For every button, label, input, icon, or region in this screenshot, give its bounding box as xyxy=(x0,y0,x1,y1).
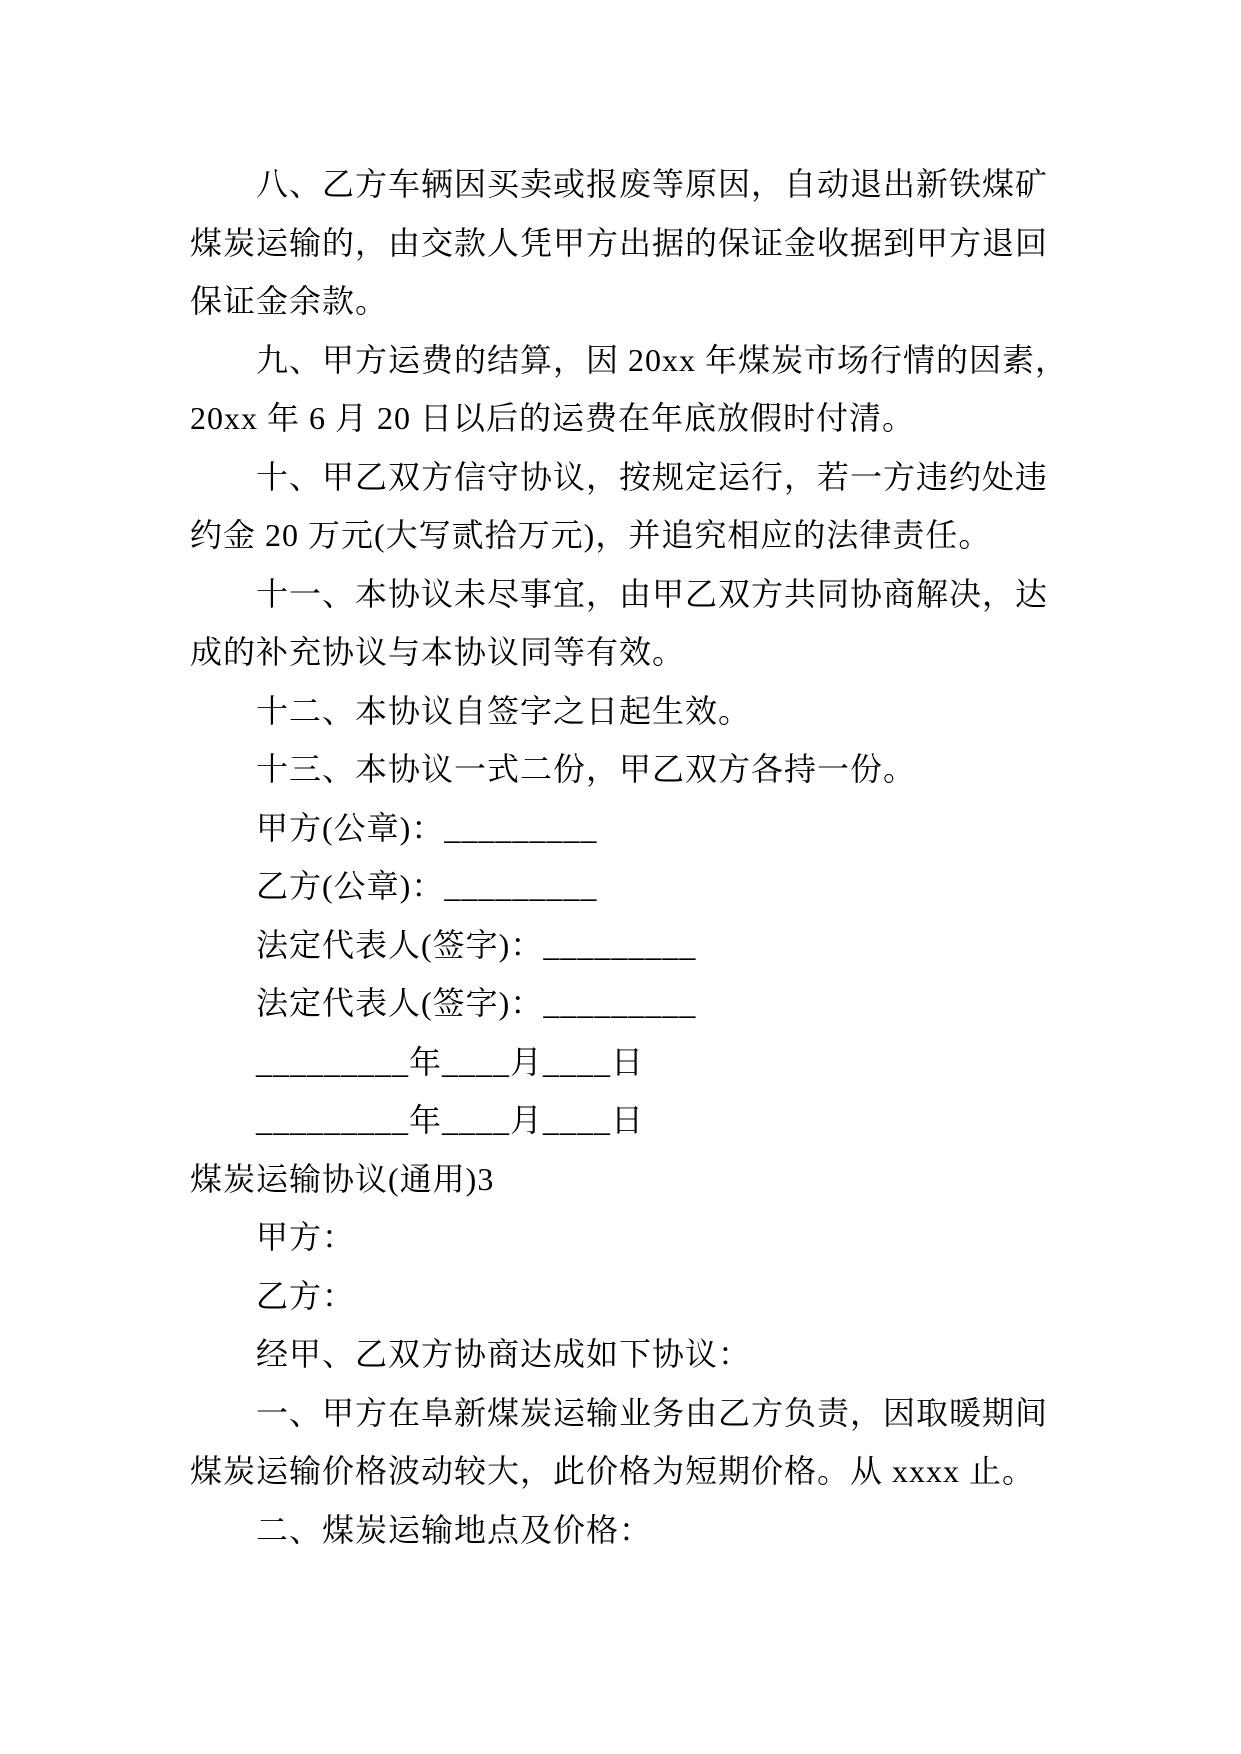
party-b-seal-blank: _________ xyxy=(444,868,598,904)
agreement-clause-2: 二、煤炭运输地点及价格： xyxy=(256,1511,653,1548)
party-a-seal-line xyxy=(190,799,1241,858)
agreement-clause-1-line-1: 一、甲方在阜新煤炭运输业务由乙方负责，因取暖期间 xyxy=(256,1394,1049,1431)
party-a-seal-label: 甲方(公章)： xyxy=(256,809,445,846)
representative-a-signature-line xyxy=(190,916,1241,975)
agreement-preamble: 经甲、乙双方协商达成如下协议： xyxy=(256,1336,752,1372)
representative-b-blank: _________ xyxy=(543,985,697,1021)
clause-8-line-1: 八、乙方车辆因买卖或报废等原因，自动退出新铁煤矿 xyxy=(256,166,1049,202)
representative-a-label: 法定代表人(签字)： xyxy=(256,926,544,963)
date-line-2: _________年____月____日 xyxy=(256,1102,645,1138)
clause-8-line-3: 保证金余款。 xyxy=(190,283,389,319)
clause-9-line-2: 20xx 年 6 月 20 日以后的运费在年底放假时付清。 xyxy=(190,400,916,436)
agreement-clause-1-line-2: 煤炭运输价格波动较大，此价格为短期价格。从 xxxx 止。 xyxy=(190,1453,1036,1489)
representative-b-label: 法定代表人(签字)： xyxy=(256,985,544,1021)
party-b-field: 乙方： xyxy=(256,1277,356,1314)
clause-10-line-2: 约金 20 万元(大写贰拾万元)，并追究相应的法律责任。 xyxy=(190,517,992,553)
party-b-seal-label: 乙方(公章)： xyxy=(256,868,445,904)
clause-9-line-1: 九、甲方运费的结算，因 20xx 年煤炭市场行情的因素， xyxy=(256,341,1069,378)
representative-a-blank: _________ xyxy=(543,926,697,963)
clause-13: 十三、本协议一式二份，甲乙双方各持一份。 xyxy=(256,751,917,787)
representative-b-signature-line xyxy=(190,974,1241,1033)
party-a-seal-blank: _________ xyxy=(444,809,598,846)
clause-11-line-2: 成的补充协议与本协议同等有效。 xyxy=(190,634,686,670)
party-b-seal-line xyxy=(190,857,1241,916)
clause-11-line-1: 十一、本协议未尽事宜，由甲乙双方共同协商解决，达 xyxy=(256,575,1049,612)
agreement-title: 煤炭运输协议(通用)3 xyxy=(190,1160,495,1197)
clause-10-line-1: 十、甲乙双方信守协议，按规定运行，若一方违约处违 xyxy=(256,458,1049,495)
party-a-field: 甲方： xyxy=(256,1219,356,1255)
date-line-1: _________年____月____日 xyxy=(256,1043,645,1080)
clause-12: 十二、本协议自签字之日起生效。 xyxy=(256,692,752,729)
clause-8-line-2: 煤炭运输的，由交款人凭甲方出据的保证金收据到甲方退回 xyxy=(190,224,1049,261)
